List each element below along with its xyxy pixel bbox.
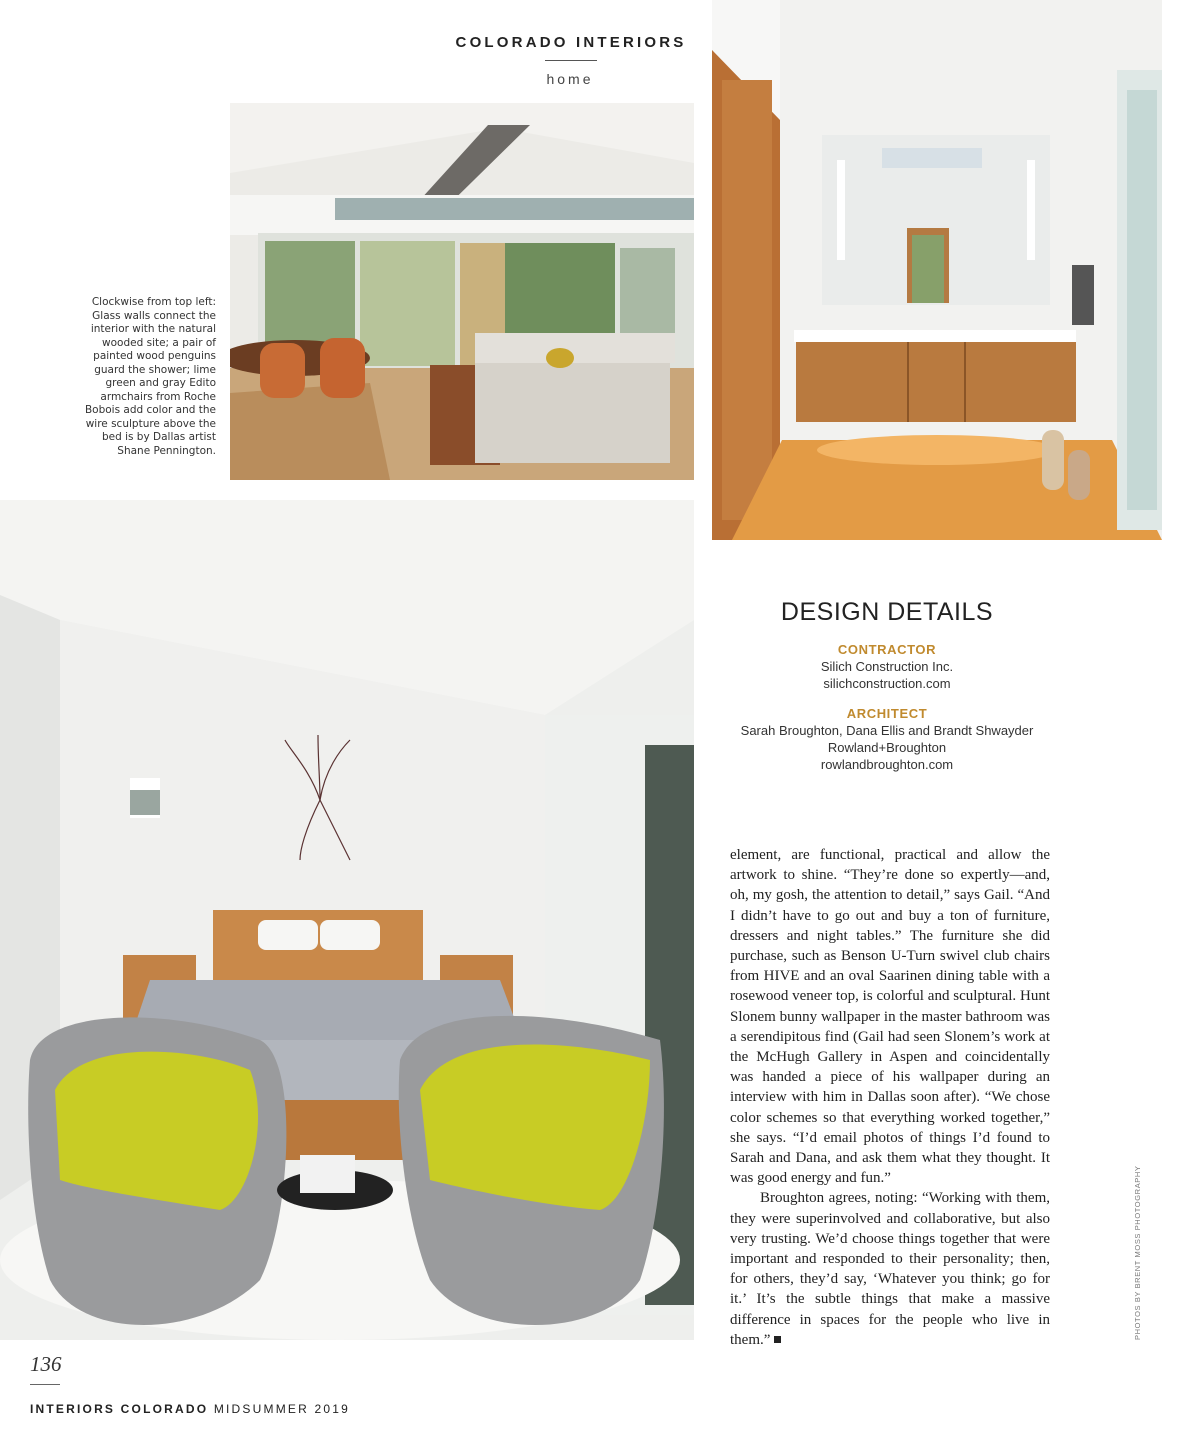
section-title: COLORADO INTERIORS (455, 34, 687, 51)
living-room-photo (230, 103, 694, 480)
architect-names: Sarah Broughton, Dana Ellis and Brandt Shwayder (740, 723, 1034, 738)
contractor-label: CONTRACTOR (837, 642, 937, 657)
section-divider (545, 60, 597, 61)
photo-caption: Clockwise from top left: Glass walls connect the interior with the natural wooded site; a pair of painted wood penguins guard the shower; lime green and gray Edito armchairs from Roche Bobois add color and the wire sculpture above the bed is by Dallas artist Shane Pennington. (84, 296, 216, 457)
body-paragraph-text: Broughton agrees, noting: “Working with them, they were superinvolved and collaborative, but also very trusting. We’d choose things together that were important and responded to their personality; then, for others, they’d say, ‘Whatever you think; go for it.’ It’s the subtle things that make a massive difference in spaces for the people who live in them.” (730, 1190, 1050, 1348)
section-subtitle: home (546, 71, 594, 87)
design-details-title: DESIGN DETAILS (780, 598, 994, 626)
architect-label: ARCHITECT (846, 706, 928, 721)
end-mark (774, 1336, 781, 1343)
magazine-name: INTERIORS COLORADO (30, 1402, 209, 1416)
page-number: 136 (30, 1352, 62, 1376)
issue-date: MIDSUMMER 2019 (213, 1402, 350, 1416)
body-paragraph: element, are functional, practical and allow the artwork to shine. “They’re done so expertly—and, oh, my gosh, the attention to detail,” says Gail. “And I didn’t have to go out and buy a ton of furniture, dressers and night tables.” The furniture she did purchase, such as Benson U-Turn swivel club chairs from HIVE and an oval Saarinen dining table with a rosewood veneer top, is colorful and sculptural. Hunt Slonem bunny wallpaper in the master bathroom was a serendipitous find (Gail had seen Slonem’s work at the McHugh Gallery in Aspen and coincidentally was handed a piece of his wallpaper during an interview with him in Dallas soon after). “We chose color schemes so that everything worked together,” she says. “I’d email photos of things I’d found to Sarah and Dana, and ask them what they thought. It was good energy and fun.” (730, 847, 1050, 1187)
contractor-name: Silich Construction Inc. (820, 659, 954, 674)
body-paragraph-final (730, 1188, 1050, 1350)
page-number-rule (30, 1384, 60, 1385)
bedroom-photo (0, 500, 694, 1340)
bathroom-photo (712, 0, 1162, 540)
contractor-url: silichconstruction.com (823, 676, 951, 691)
photo-credit: PHOTOS BY BRENT MOSS PHOTOGRAPHY (1133, 1165, 1142, 1340)
article-body (730, 845, 1050, 1350)
architect-firm: Rowland+Broughton (827, 740, 947, 755)
footer-line (30, 1402, 350, 1416)
architect-url: rowlandbroughton.com (820, 757, 954, 772)
